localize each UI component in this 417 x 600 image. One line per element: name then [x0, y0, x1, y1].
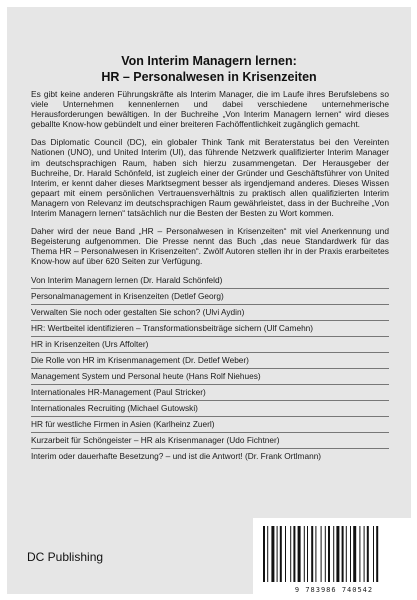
blurb-text: [31, 89, 389, 464]
toc-item: HR: Wertbeitel identifizieren – Transformationsbeiträge sichern (Ulf Camehn): [31, 321, 389, 337]
paragraph-press: Daher wird der neue Band „HR – Personalwesen in Krisenzeiten“ mit viel Anerkennung und Begeisterung aufgenommen. Die Presse nennt das Buch „das neue Standardwerk für das Thema HR – Personalwesen in Krisenzeiten“. Zwölf Autoren stellen ihr in der Praxis erarbeitetes Know-how auf über 620 Seiten zur Verfügung.: [31, 226, 389, 267]
toc-item: HR für westliche Firmen in Asien (Karlheinz Zuerl): [31, 417, 389, 433]
toc-item: Interim oder dauerhafte Besetzung? – und ist die Antwort! (Dr. Frank Ortlmann): [31, 450, 322, 461]
title-line-2: HR – Personalwesen in Krisenzeiten: [101, 70, 317, 84]
barcode-digits: 9 783986 740542: [294, 586, 374, 594]
toc-item: Internationales Recruiting (Michael Gutowski): [31, 401, 389, 417]
title-line-1: Von Interim Managern lernen:: [121, 54, 297, 68]
toc-item: Verwalten Sie noch oder gestalten Sie schon? (Ulvi Aydin): [31, 305, 389, 321]
paragraph-council: Das Diplomatic Council (DC), ein globaler Think Tank mit Beraterstatus bei den Vereinten Nationen (UNO), und United Interim (UI), das führende Netzwerk qualifizierter Interim Manager im deutschsprachigen Raum, haben sich hierzu zusammengetan. Der Herausgeber der Buchreihe, Dr. Harald Schönfeld, ist zugleich einer der Gründer und Geschäftsführer von United Interim, er kennt daher dieses Marktsegment besser als irgendjemand anderes. Dieses Wissen gepaart mit einem persönlichen Vertrauensverhältnis zu praktisch allen qualifizierten Interim Managern von Relevanz im deutschsprachigen Raum gewährleistet, dass in der Buchreihe „Von Interim Managern lernen“ tatsächlich nur die Besten der Besten zu Wort kommen.: [31, 137, 389, 219]
table-of-contents: [31, 273, 389, 464]
toc-item: Die Rolle von HR im Krisenmanagement (Dr. Detlef Weber): [31, 353, 389, 369]
toc-item: HR in Krisenzeiten (Urs Affolter): [31, 337, 389, 353]
toc-item: Von Interim Managern lernen (Dr. Harald Schönfeld): [31, 273, 389, 289]
toc-item: Kurzarbeit für Schöngeister – HR als Krisenmanager (Udo Fichtner): [31, 433, 389, 449]
barcode-icon: [261, 526, 407, 584]
toc-item: Internationales HR-Management (Paul Stricker): [31, 385, 389, 401]
isbn-barcode: [253, 518, 411, 594]
publisher-name: DC Publishing: [27, 550, 104, 564]
paragraph-intro: Es gibt keine anderen Führungskräfte als Interim Manager, die im Laufe ihres Berufslebens so viele Unternehmen kennenlernen und dabei verschiedene unternehmerische Herausforderungen bewältigen. In der Buchreihe „Von Interim Managern lernen“ wird dieses geballte Know-how gebündelt und einer breiteren Fachöffentlichkeit zugänglich gemacht.: [31, 89, 389, 130]
toc-item: Personalmanagement in Krisenzeiten (Detlef Georg): [31, 289, 389, 305]
back-cover: [7, 7, 411, 594]
book-title: [7, 53, 411, 85]
toc-item: Management System und Personal heute (Hans Rolf Niehues): [31, 369, 389, 385]
